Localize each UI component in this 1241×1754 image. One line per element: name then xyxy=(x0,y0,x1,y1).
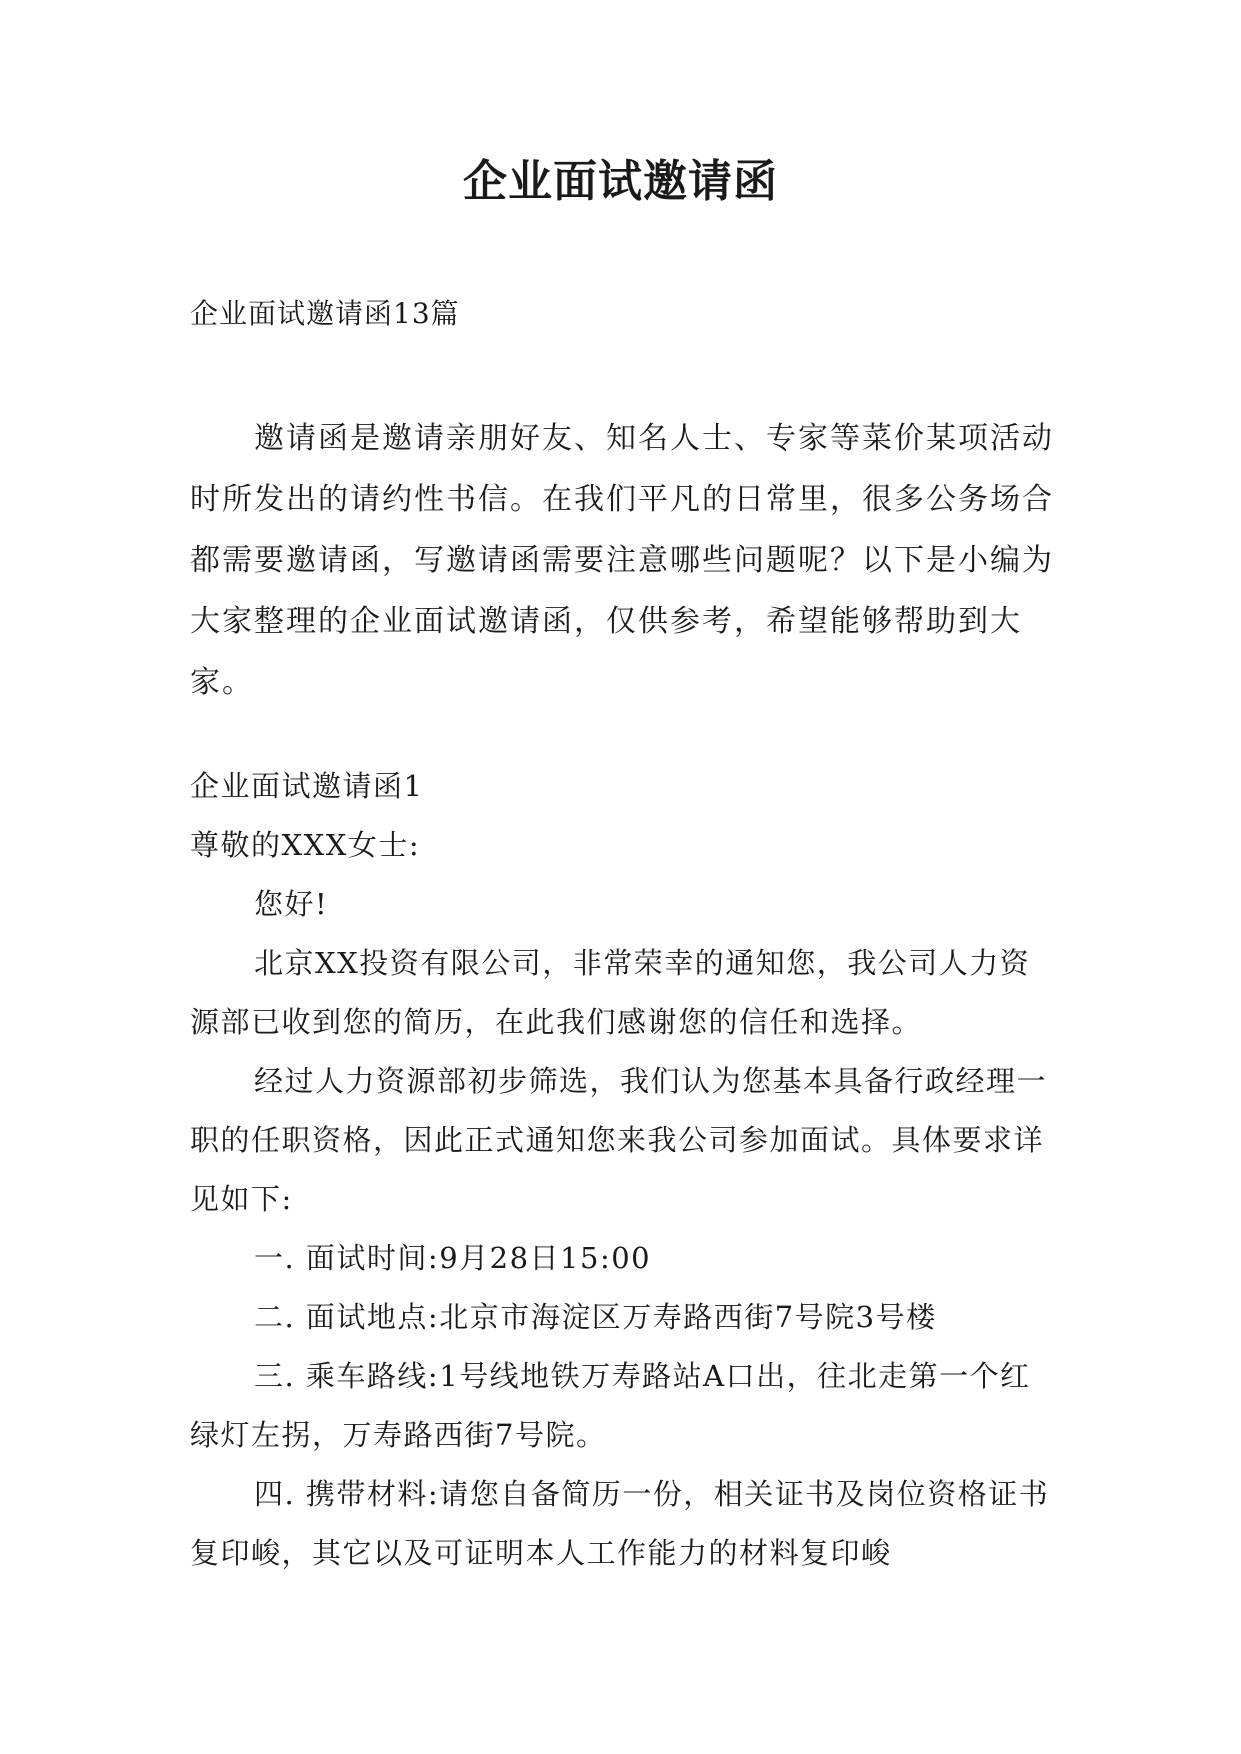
document-subtitle: 企业面试邀请函13篇 xyxy=(190,297,460,330)
body-paragraph: 北京XX投资有限公司，非常荣幸的通知您，我公司人力资源部已收到您的简历，在此我们感谢您的信任和选择。 xyxy=(190,946,1031,1039)
intro-paragraph: 邀请函是邀请亲朋好友、知名人士、专家等菜价某项活动时所发出的请约性书信。在我们平凡的日常里，很多公务场合都需要邀请函，写邀请函需要注意哪些问题呢？以下是小编为大家整理的企业面试邀请函，仅供参考，希望能够帮助到大家。 xyxy=(190,421,1054,700)
document-title: 企业面试邀请函 xyxy=(463,156,778,207)
list-item: 三. 乘车路线:1号线地铁万寿路站A口出，往北走第一个红绿灯左拐，万寿路西街7号院。 xyxy=(190,1359,1031,1452)
list-item: 一. 面试时间:9月28日15:00 xyxy=(254,1241,652,1275)
salutation: 尊敬的XXX女士: xyxy=(190,828,421,862)
body-paragraph: 经过人力资源部初步筛选，我们认为您基本具备行政经理一职的任职资格，因此正式通知您来我公司参加面试。具体要求详见如下: xyxy=(190,1064,1048,1216)
greeting: 您好! xyxy=(254,887,329,921)
letter-section xyxy=(190,757,1060,1583)
list-item: 四. 携带材料:请您自备简历一份，相关证书及岗位资格证书复印峻，其它以及可证明本人工作能力的材料复印峻 xyxy=(190,1477,1050,1570)
section-heading: 企业面试邀请函1 xyxy=(190,769,424,803)
list-item: 二. 面试地点:北京市海淀区万寿路西街7号院3号楼 xyxy=(254,1300,937,1334)
